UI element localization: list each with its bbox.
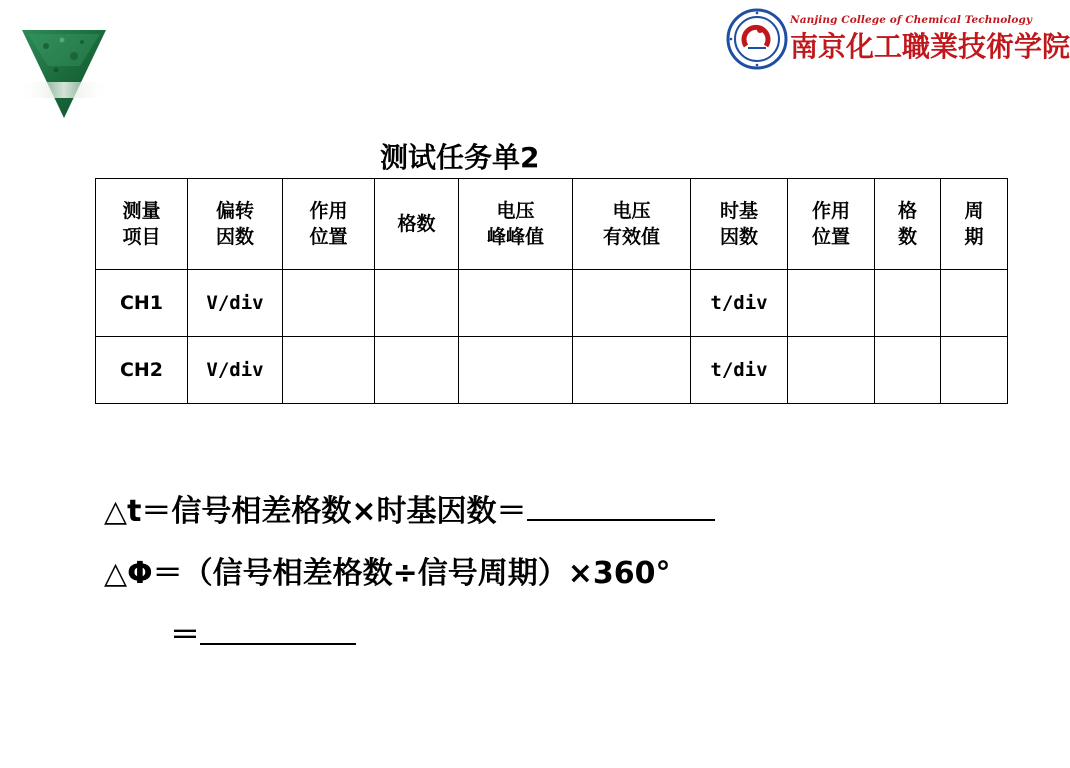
formula-phase-result [170,610,356,654]
header-cell: 格 数 [875,179,941,270]
time-divisions-cell [875,270,941,337]
formula-phase-result-text: ＝ [170,618,200,653]
vpp-cell [459,270,573,337]
deflection-factor-cell: V/div [188,337,283,404]
college-logo [726,6,1070,66]
college-emblem-icon [726,8,788,70]
table-row [96,337,1008,404]
task-table [95,178,1008,404]
deflection-factor-cell: V/div [188,270,283,337]
page-title: 测试任务单2 [380,141,540,174]
college-name-chinese: 南京化工職業技術学院 [790,30,1070,63]
header-cell: 电压 有效值 [573,179,691,270]
vrms-cell [573,337,691,404]
row-label-ch1: CH1 [96,270,188,337]
time-divisions-cell [875,337,941,404]
timebase-factor-cell: t/div [691,270,788,337]
row-label-ch2: CH2 [96,337,188,404]
header-cell: 作用 位置 [788,179,875,270]
table-header-row [96,179,1008,270]
college-name-english: Nanjing College of Chemical Technology [790,14,1033,26]
formula-phase-difference: △Φ＝（信号相差格数÷信号周期）×360° [104,556,671,591]
header-cell: 电压 峰峰值 [459,179,573,270]
vpp-cell [459,337,573,404]
header-cell: 时基 因数 [691,179,788,270]
time-position-cell [788,270,875,337]
formula-time-difference-text: △t＝信号相差格数×时基因数＝ [104,494,527,529]
header-cell: 周 期 [941,179,1008,270]
timebase-factor-cell: t/div [691,337,788,404]
header-cell: 作用 位置 [283,179,375,270]
table-row [96,270,1008,337]
vrms-cell [573,270,691,337]
period-cell [941,337,1008,404]
triangle-logo-icon [18,26,110,122]
period-cell [941,270,1008,337]
time-position-cell [788,337,875,404]
header-cell: 偏转 因数 [188,179,283,270]
answer-blank [200,617,356,645]
divisions-cell [375,270,459,337]
position-cell [283,337,375,404]
header-cell: 格数 [375,179,459,270]
header-cell: 测量 项目 [96,179,188,270]
divisions-cell [375,337,459,404]
position-cell [283,270,375,337]
formula-time-difference [104,486,715,530]
answer-blank [527,493,715,521]
